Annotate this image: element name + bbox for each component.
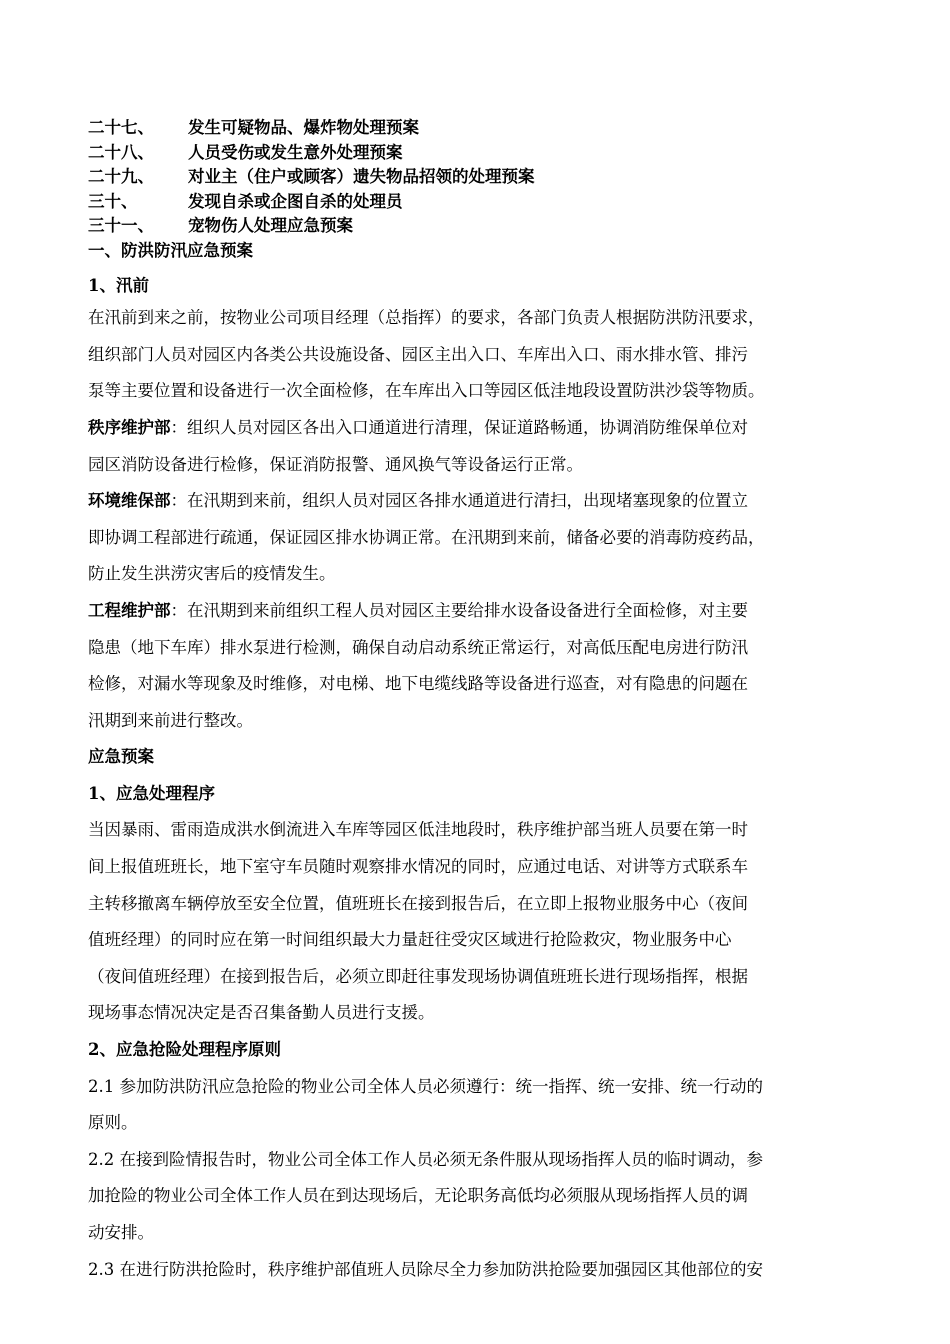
document-page xyxy=(88,116,888,1288)
order-dept-line xyxy=(88,410,888,447)
paragraph-line: 隐患（地下车库）排水泵进行检测，确保自动启动系统正常运行，对高低压配电房进行防汛 xyxy=(88,637,748,657)
toc-list xyxy=(88,116,888,239)
principle-heading: 2、应急抢险处理程序原则 xyxy=(88,1040,281,1060)
paragraph-line: （夜间值班经理）在接到报告后，必须立即赶往事发现场协调值班班长进行现场指挥，根据 xyxy=(88,966,748,986)
paragraph-line: 即协调工程部进行疏通，保证园区排水协调正常。在汛期到来前，储备必要的消毒防疫药品， xyxy=(88,527,765,547)
paragraph-line: 园区消防设备进行检修，保证消防报警、通风换气等设备运行正常。 xyxy=(88,454,583,474)
procedure-heading: 1、应急处理程序 xyxy=(88,783,215,803)
paragraph-line: 2.2 在接到险情报告时，物业公司全体工作人员必须无条件服从现场指挥人员的临时调动，参 xyxy=(88,1149,763,1169)
toc-number: 二十七、 xyxy=(88,118,154,137)
paragraph-line: 检修，对漏水等现象及时维修，对电梯、地下电缆线路等设备进行巡查，对有隐患的问题在 xyxy=(88,674,748,694)
paragraph-line: 间上报值班班长，地下室守车员随时观察排水情况的同时，应通过电话、对讲等方式联系车 xyxy=(88,857,748,877)
toc-number: 二十八、 xyxy=(88,142,154,162)
pre-flood-heading: 1、汛前 xyxy=(88,275,149,295)
toc-item xyxy=(88,141,888,166)
paragraph-line: 原则。 xyxy=(88,1113,138,1133)
toc-item xyxy=(88,190,888,215)
paragraph-line: 泵等主要位置和设备进行一次全面检修，在车库出入口等园区低洼地段设置防洪沙袋等物质。 xyxy=(88,381,765,401)
paragraph-line: 2.1 参加防洪防汛应急抢险的物业公司全体人员必须遵行：统一指挥、统一安排、统一行动的 xyxy=(88,1076,763,1096)
toc-number: 二十九、 xyxy=(88,167,154,187)
paragraph-line: 加抢险的物业公司全体工作人员在到达现场后，无论职务高低均必须服从现场指挥人员的调 xyxy=(88,1186,748,1206)
toc-title: 宠物伤人处理应急预案 xyxy=(188,216,353,236)
paragraph-line: 动安排。 xyxy=(88,1223,154,1242)
toc-number: 三十一、 xyxy=(88,216,154,236)
section-title: 一、防洪防汛应急预案 xyxy=(88,240,253,260)
toc-item xyxy=(88,165,888,190)
paragraph-line: 组织部门人员对园区内各类公共设施设备、园区主出入口、车库出入口、雨水排水管、排污 xyxy=(88,344,748,364)
env-dept-label: 环境维保部 xyxy=(88,491,171,511)
emergency-heading: 应急预案 xyxy=(88,747,154,767)
toc-title: 发现自杀或企图自杀的处理员 xyxy=(188,191,403,211)
env-dept-text: ：在汛期到来前，组织人员对园区各排水通道进行清扫，出现堵塞现象的位置立 xyxy=(170,491,748,511)
toc-title: 人员受伤或发生意外处理预案 xyxy=(188,142,403,162)
toc-title: 对业主（住户或顾客）遗失物品招领的处理预案 xyxy=(188,167,535,187)
order-dept-label: 秩序维护部 xyxy=(88,417,171,437)
paragraph-line: 现场事态情况决定是否召集备勤人员进行支援。 xyxy=(88,1003,435,1023)
eng-dept-text: ：在汛期到来前组织工程人员对园区主要给排水设备设备进行全面检修，对主要 xyxy=(170,600,748,620)
order-dept-text: ：组织人员对园区各出入口通道进行清理，保证道路畅通，协调消防维保单位对 xyxy=(170,417,748,437)
toc-item xyxy=(88,214,888,239)
paragraph-line: 主转移撤离车辆停放至安全位置，值班班长在接到报告后，在立即上报物业服务中心（夜间 xyxy=(88,893,748,913)
paragraph-line: 在汛前到来之前，按物业公司项目经理（总指挥）的要求，各部门负责人根据防洪防汛要求， xyxy=(88,308,765,328)
paragraph-line: 汛期到来前进行整改。 xyxy=(88,710,253,730)
env-dept-line xyxy=(88,483,888,520)
toc-number: 三十、 xyxy=(88,191,138,211)
paragraph-line: 防止发生洪涝灾害后的疫情发生。 xyxy=(88,564,336,584)
eng-dept-label: 工程维护部 xyxy=(88,600,171,620)
paragraph-line: 当因暴雨、雷雨造成洪水倒流进入车库等园区低洼地段时，秩序维护部当班人员要在第一时 xyxy=(88,820,748,840)
toc-title: 发生可疑物品、爆炸物处理预案 xyxy=(188,118,419,137)
paragraph-line: 值班经理）的同时应在第一时间组织最大力量赶往受灾区域进行抢险救灾，物业服务中心 xyxy=(88,930,732,950)
toc-item xyxy=(88,116,888,141)
paragraph-line: 2.3 在进行防洪抢险时，秩序维护部值班人员除尽全力参加防洪抢险要加强园区其他部位的安 xyxy=(88,1259,763,1279)
eng-dept-line xyxy=(88,593,888,630)
